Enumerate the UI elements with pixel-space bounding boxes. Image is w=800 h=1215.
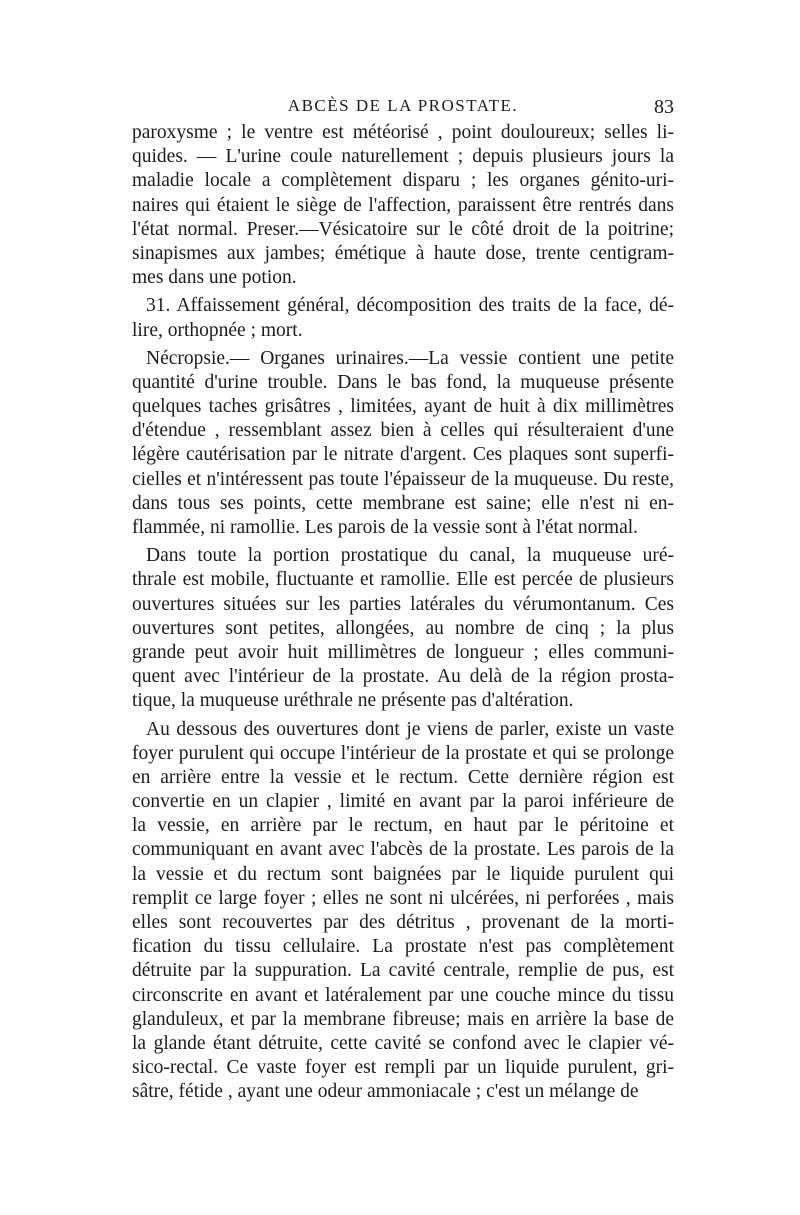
text-line: 31. Affaissement général, décomposition des traits de la face, dé- [146,295,674,317]
text-line: sico-rectal. Ce vaste foyer est rempli par un liquide purulent, gri- [132,1057,674,1079]
paragraph [132,294,674,342]
paragraph [132,718,674,1105]
text-line: tique, la muqueuse uréthrale ne présente pas d'altération. [132,690,574,712]
text-line: paroxysme ; le ventre est météorisé , point douloureux; selles li- [132,122,674,143]
text-line: quelques taches grisâtres , limitées, ayant de huit à dix millimètres [132,396,674,418]
text-line: maladie locale a complètement disparu ; les organes génito-uri- [132,170,674,192]
text-line: ouvertures sont petites, allongées, au nombre de cinq ; la plus [132,617,674,639]
page-number: 83 [654,96,674,118]
text-line: flammée, ni ramollie. Les parois de la vessie sont à l'état normal. [132,517,639,538]
running-head-title: ABCÈS DE LA PROSTATE. [287,96,519,115]
text-line: l'état normal. Preser.—Vésicatoire sur le côté droit de la poitrine; [132,218,674,240]
text-line: grande peut avoir huit millimètres de longueur ; elles communi- [132,641,674,663]
text-line: foyer purulent qui occupe l'intérieur de la prostate et qui se prolonge [132,742,674,764]
text-line: naires qui étaient le siège de l'affection, paraissent être rentrés dans [132,194,674,216]
text-line: mes dans une potion. [132,267,297,289]
text-line: quantité d'urine trouble. Dans le bas fond, la muqueuse présente [132,371,674,393]
text-line: Au dessous des ouvertures dont je viens de parler, existe un vaste [146,718,674,740]
text-line: ouvertures situées sur les parties latérales du vérumontanum. Ces [132,593,674,615]
text-line: en arrière entre la vessie et le rectum. Cette dernière région est [132,766,674,788]
paragraph [132,544,674,713]
text-line: sinapismes aux jambes; émétique à haute dose, trente centigram- [132,242,674,264]
body-text [132,121,674,1105]
text-line: la vessie, en arrière par le rectum, en haut par le péritoine et [132,815,674,837]
text-line: Dans toute la portion prostatique du canal, la muqueuse uré- [146,545,674,567]
text-line: la vessie et du rectum sont baignées par le liquide purulent qui [132,863,674,885]
text-line: communiquant en avant avec l'abcès de la prostate. Les parois de la [132,839,674,861]
text-line: cielles et n'intéressent pas toute l'épaisseur de la muqueuse. Du reste, [132,468,674,490]
text-line: quent avec l'intérieur de la prostate. Au delà de la région prosta- [132,666,674,688]
text-line: d'étendue , ressemblant assez bien à celles qui résulteraient d'une [132,420,674,442]
text-line: sâtre, fétide , ayant une odeur ammoniacale ; c'est un mélange de [132,1081,639,1103]
text-line: convertie en un clapier , limité en avant par la paroi inférieure de [132,791,674,813]
text-line: remplit ce large foyer ; elles ne sont ni ulcérées, ni perforées , mais [132,887,674,909]
text-line: elles sont recouvertes par des détritus , provenant de la morti- [132,912,674,933]
text-line: quides. — L'urine coule naturellement ; depuis plusieurs jours la [132,146,674,168]
text-line: dans tous ses points, cette membrane est saine; elle n'est ni en- [132,492,674,514]
running-head [132,96,674,120]
paragraph [132,121,674,290]
text-line: Nécropsie.— Organes urinaires.—La vessie contient une petite [146,347,674,369]
text-line: lire, orthopnée ; mort. [132,319,303,341]
text-line: la glande étant détruite, cette cavité se confond avec le clapier vé- [132,1032,674,1054]
text-line: détruite par la suppuration. La cavité centrale, remplie de pus, est [132,960,674,982]
text-line: fication du tissu cellulaire. La prostate n'est pas complètement [132,936,674,958]
paragraph [132,347,674,541]
text-line: circonscrite en avant et latéralement par une couche mince du tissu [132,984,674,1006]
text-line: thrale est mobile, fluctuante et ramollie. Elle est percée de plusieurs [132,569,674,591]
text-line: glanduleux, et par la membrane fibreuse; mais en arrière la base de [132,1008,674,1030]
text-line: légère cautérisation par le nitrate d'argent. Ces plaques sont superfi- [132,444,674,466]
